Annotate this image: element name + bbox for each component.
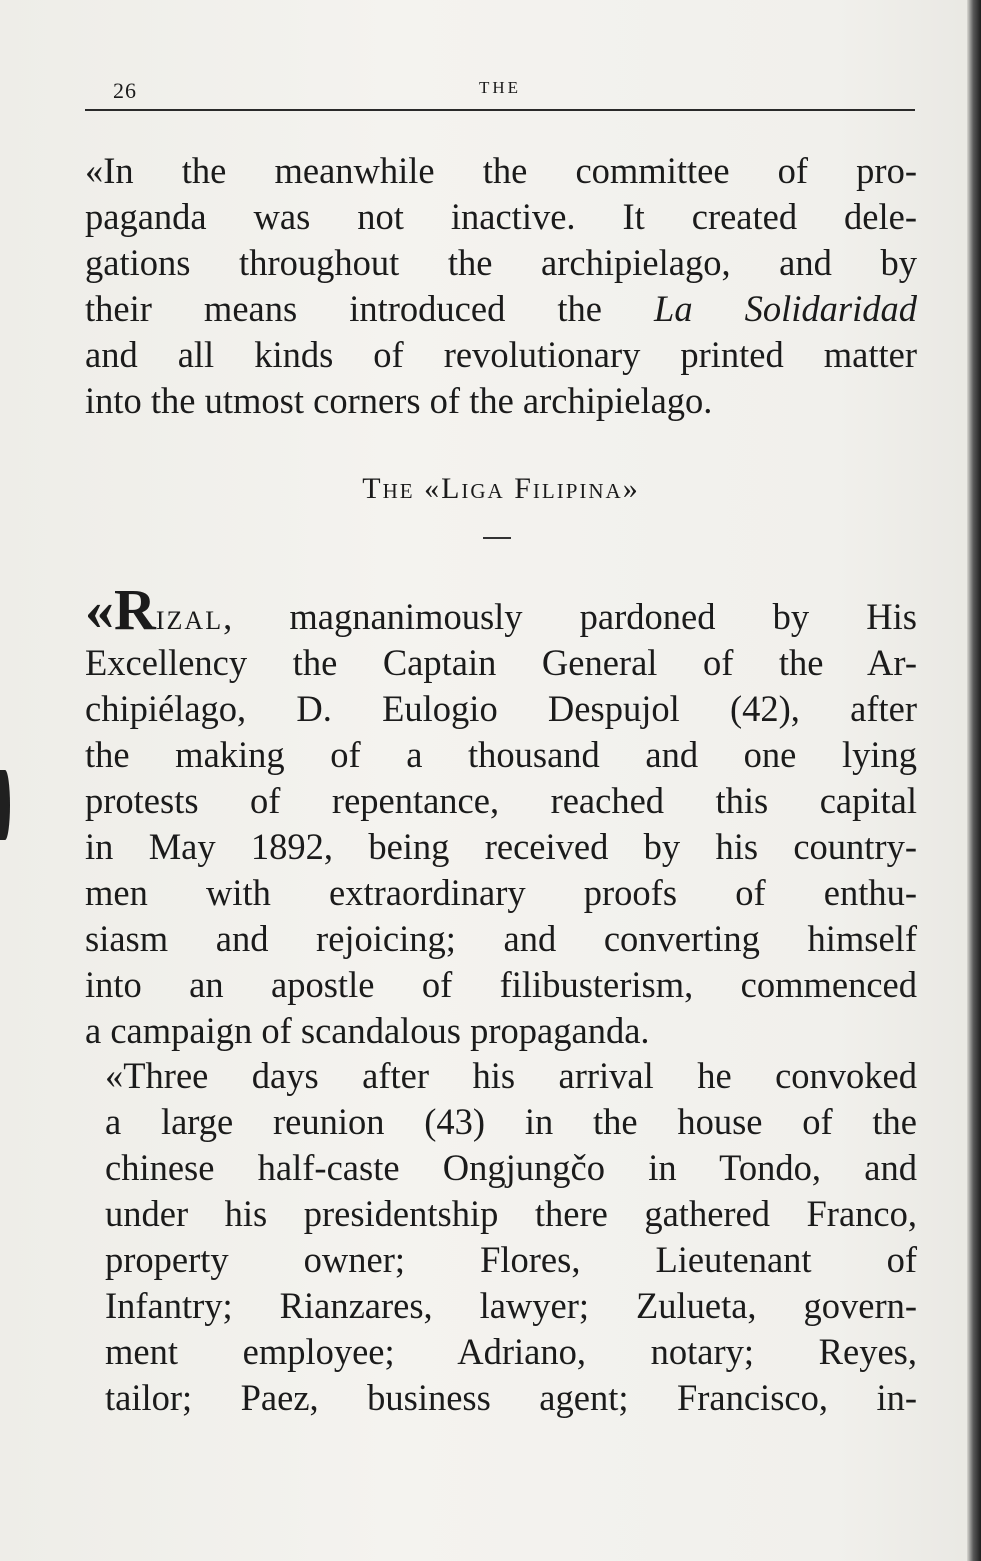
text-line: chinese half-caste Ongjungčo in Tondo, and: [105, 1147, 917, 1188]
newspaper-title: La Solidaridad: [654, 288, 917, 329]
text-line: into an apostle of filibusterism, commenced: [85, 964, 917, 1005]
header-rule: [85, 109, 915, 111]
text-line: tailor; Paez, business agent; Francisco, in-: [105, 1377, 917, 1418]
text-line: into the utmost corners of the archipielago.: [85, 380, 713, 421]
text-line: [85, 577, 917, 642]
drop-cap: «R: [85, 577, 156, 642]
small-caps-word: izal: [155, 596, 224, 637]
text-fragment: , magnanimously pardoned by His: [223, 596, 917, 637]
binding-mark: [0, 770, 10, 840]
text-fragment: their means introduced the: [85, 288, 655, 329]
text-line: [85, 286, 917, 332]
page-number: 26: [113, 78, 137, 103]
text-line: siasm and rejoicing; and converting himself: [85, 918, 917, 959]
text-line: protests of repentance, reached this capital: [85, 780, 917, 821]
text-line: gations throughout the archipielago, and by: [85, 242, 917, 283]
text-line: «In the meanwhile the committee of pro-: [85, 150, 917, 191]
section-heading: The «Liga Filipina»: [362, 472, 640, 505]
text-line: the making of a thousand and one lying: [85, 734, 917, 775]
paragraph-2: [85, 577, 917, 1054]
text-line: men with extraordinary proofs of enthu-: [85, 872, 917, 913]
page-header: [85, 76, 915, 116]
text-line: property owner; Flores, Lieutenant of: [105, 1239, 917, 1280]
text-line: and all kinds of revolutionary printed matter: [85, 334, 917, 375]
text-line: a large reunion (43) in the house of the: [105, 1101, 917, 1142]
text-line: under his presidentship there gathered Franco,: [105, 1193, 917, 1234]
text-line: a campaign of scandalous propaganda.: [85, 1010, 650, 1051]
text-line: paganda was not inactive. It created dele-: [85, 196, 917, 237]
text-line: in May 1892, being received by his country-: [85, 826, 917, 867]
text-line: ment employee; Adriano, notary; Reyes,: [105, 1331, 917, 1372]
text-line: «Three days after his arrival he convoked: [105, 1055, 917, 1096]
text-line: chipiélago, D. Eulogio Despujol (42), after: [85, 688, 917, 729]
paragraph-3: [85, 1053, 917, 1421]
text-line: Excellency the Captain General of the Ar-: [85, 642, 917, 683]
page-edge-shadow: [967, 0, 981, 1561]
text-line: Infantry; Rianzares, lawyer; Zulueta, govern-: [105, 1285, 917, 1326]
heading-dash: [483, 537, 511, 539]
paragraph-1: [85, 148, 917, 424]
running-head: THE: [478, 78, 522, 97]
